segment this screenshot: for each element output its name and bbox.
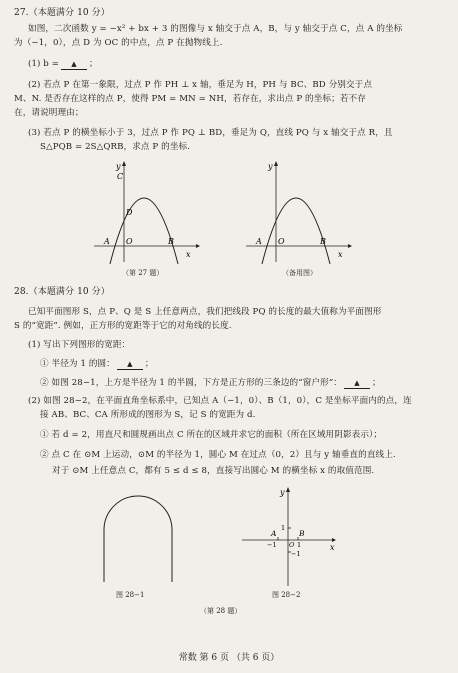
parabola [110, 198, 178, 264]
q27-part1 [28, 59, 98, 70]
q27-part2-line2: M、N. 是否存在这样的点 P，使得 PM = MN = NH，若存在，求出点 P 的坐标；若不存 [14, 94, 366, 104]
q28-part1a-suffix: ； [144, 359, 154, 369]
parabola [262, 198, 330, 264]
x-axis-arrow [196, 244, 200, 248]
label-neg1: −1 [267, 541, 277, 549]
q27-part1-prefix: (1) b = [28, 59, 60, 69]
q28-part1b [40, 378, 381, 389]
y-axis-arrow [286, 487, 290, 492]
label-a: A [271, 529, 277, 538]
q27-intro-line2: 为（−1，0），点 D 为 OC 的中点，点 P 在抛物线上. [14, 38, 223, 48]
label-a: A [256, 237, 262, 246]
q27-part3-line2: S△PQB = 2S△QRB，求点 P 的坐标. [40, 142, 191, 152]
label-y: y [280, 488, 285, 497]
label-x: x [338, 250, 343, 259]
label-o: O [126, 237, 133, 246]
q28-figure1-caption: 图 28−1 [116, 591, 145, 599]
q27-part2-line3: 在，请说明理由； [14, 108, 84, 118]
q27-figure-caption: （第 27 题） [122, 269, 164, 277]
label-d: D [126, 208, 133, 217]
q28-figure2-caption: 图 28−2 [272, 591, 301, 599]
label-x-one: 1 [297, 541, 302, 549]
label-b: B [168, 237, 174, 246]
label-o: O [278, 237, 285, 246]
label-a: A [104, 237, 110, 246]
q28-part1b-suffix: ； [372, 378, 381, 388]
q28-part2b-line1: ② 点 C 在 ⊙M 上运动，⊙M 的半径为 1，圆心 M 在过点（0，2）且与 y 轴垂直的直线上. [40, 450, 396, 460]
answer-blank: ▲ [61, 60, 87, 70]
q27-part2-line1: (2) 若点 P 在第一象限，过点 P 作 PH ⊥ x 轴，垂足为 H，PH 与 BC、BD 分别交于点 [28, 80, 373, 90]
q28-part1: (1) 写出下列图形的宽距： [28, 340, 131, 350]
label-y-neg1: −1 [291, 550, 301, 558]
q28-part2-line2: 接 AB、BC、CA 所形成的图形为 S，记 S 的宽距为 d. [40, 410, 256, 420]
q27-figure-main [88, 158, 208, 266]
q28-part1a [40, 359, 154, 370]
y-axis-arrow [274, 161, 278, 166]
q27-part3-line1: (3) 若点 P 的横坐标小于 3，过点 P 作 PQ ⊥ BD，垂足为 Q，直线 PQ 与 x 轴交于点 R，且 [28, 128, 393, 138]
q27-intro-line1: 如图，二次函数 y = −x² + bx + 3 的图像与 x 轴交于点 A，B，与 y 轴交于点 C，点 A 的坐标 [28, 24, 403, 34]
label-x: x [330, 543, 335, 552]
q28-part2a: ① 若 d = 2，用直尺和圆规画出点 C 所在的区域并求它的面积（所在区域用阴影表示）； [40, 430, 383, 440]
label-c: C [117, 172, 124, 181]
q28-intro-line1: 已知平面图形 S，点 P、Q 是 S 上任意两点，我们把线段 PQ 的长度的最大值称为平面图形 [28, 307, 382, 317]
q28-intro-line2: S 的“宽距”. 例如，正方形的宽距等于它的对角线的长度. [14, 321, 232, 331]
label-y-one: 1 [281, 524, 286, 532]
q28-part2-line1: (2) 如图 28−2，在平面直角坐标系中，已知点 A（−1，0）、B（1，0），C 是坐标平面内的点，连 [28, 396, 412, 406]
page-footer: 常数 第 6 页 （共 6 页） [178, 653, 280, 663]
x-axis-arrow [332, 538, 336, 542]
label-b: B [299, 529, 305, 538]
q27-backup-caption: （备用图） [282, 269, 317, 277]
x-axis-arrow [348, 244, 352, 248]
q28-heading: 28.（本题满分 10 分） [14, 287, 110, 297]
q28-part2b-line2: 对于 ⊙M 上任意点 C，都有 5 ≤ d ≤ 8，直接写出圆心 M 的横坐标 x 的取值范围. [52, 466, 375, 476]
q28-part1b-prefix: ② 如图 28−1，上方是半径为 1 的半圆，下方是正方形的三条边的“窗户形”： [40, 378, 343, 388]
q27-figure-backup [240, 158, 360, 266]
q28-caption: （第 28 题） [200, 607, 242, 615]
q28-window-figure [100, 492, 176, 588]
q27-part1-suffix: ； [89, 59, 98, 69]
answer-blank: ▲ [117, 360, 143, 370]
label-x: x [186, 250, 191, 259]
label-y: y [116, 162, 121, 171]
window-shape [104, 496, 172, 582]
q27-heading: 27.（本题满分 10 分） [14, 8, 110, 18]
y-axis-arrow [122, 161, 126, 166]
q28-coordinate-figure [240, 484, 344, 588]
answer-blank: ▲ [344, 379, 370, 389]
label-o: O [289, 541, 295, 549]
label-y: y [268, 162, 273, 171]
q28-part1a-prefix: ① 半径为 1 的圆： [40, 359, 115, 369]
label-b: B [320, 237, 326, 246]
